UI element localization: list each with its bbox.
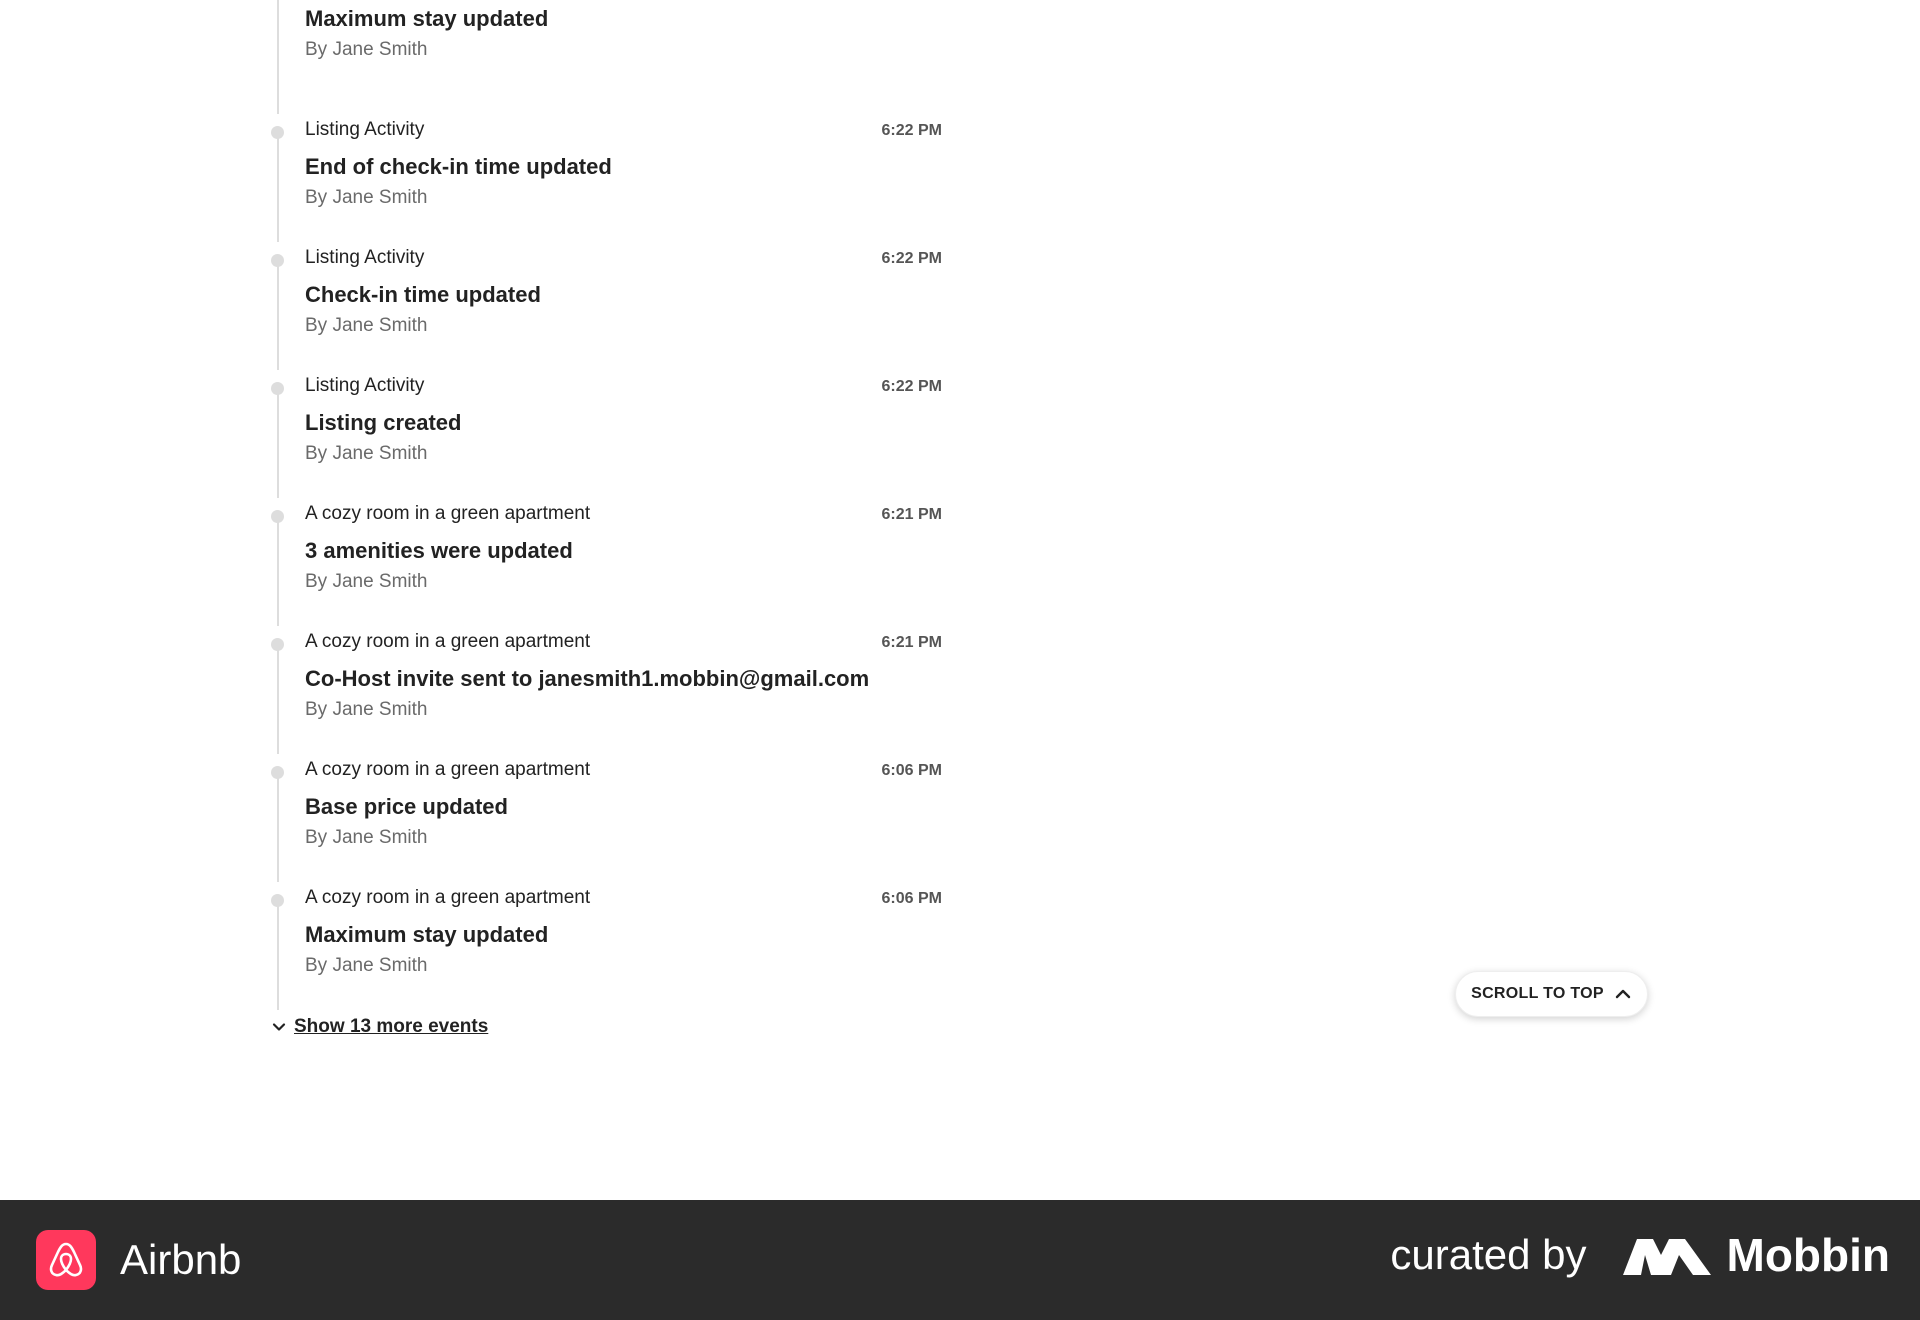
timeline-line — [277, 644, 279, 754]
timeline-dot — [271, 510, 284, 523]
event-time: 6:06 PM — [881, 890, 942, 907]
event-author: By Jane Smith — [305, 955, 428, 976]
event-title: Check-in time updated — [305, 282, 541, 307]
event-time: 6:22 PM — [881, 250, 942, 267]
curator-name: Mobbin — [1726, 1229, 1890, 1281]
scroll-to-top-label: SCROLL TO TOP — [1471, 985, 1604, 1002]
event-time: 6:22 PM — [881, 122, 942, 139]
timeline-event — [262, 0, 942, 110]
curated-by — [1390, 1228, 1890, 1282]
curated-label: curated by — [1390, 1231, 1587, 1278]
timeline-line — [277, 772, 279, 882]
event-author: By Jane Smith — [305, 443, 428, 464]
timeline-line — [277, 0, 279, 114]
timeline-dot — [271, 894, 284, 907]
timeline-line — [277, 900, 279, 1010]
timeline-event — [262, 494, 942, 622]
event-title: Maximum stay updated — [305, 922, 549, 947]
event-title: Co-Host invite sent to janesmith1.mobbin@gmail.com — [305, 666, 870, 691]
event-title: Maximum stay updated — [305, 6, 549, 31]
timeline-event — [262, 238, 942, 366]
timeline-dot — [271, 638, 284, 651]
timeline-event — [262, 366, 942, 494]
scroll-to-top-button[interactable] — [1455, 971, 1648, 1017]
event-context: Listing Activity — [305, 247, 425, 268]
event-context: A cozy room in a green apartment — [305, 631, 591, 652]
event-author: By Jane Smith — [305, 699, 428, 720]
event-title: 3 amenities were updated — [305, 538, 573, 563]
event-author: By Jane Smith — [305, 187, 428, 208]
event-author: By Jane Smith — [305, 39, 428, 60]
event-time: 6:06 PM — [881, 762, 942, 779]
timeline-dot — [271, 254, 284, 267]
event-author: By Jane Smith — [305, 571, 428, 592]
airbnb-logo-icon — [36, 1230, 96, 1290]
timeline-line — [277, 516, 279, 626]
brand-name: Airbnb — [120, 1236, 242, 1283]
event-context: A cozy room in a green apartment — [305, 503, 591, 524]
timeline-dot — [271, 126, 284, 139]
timeline-dot — [271, 766, 284, 779]
event-title: End of check-in time updated — [305, 154, 612, 179]
event-author: By Jane Smith — [305, 315, 428, 336]
event-context: A cozy room in a green apartment — [305, 887, 591, 908]
chevron-down-icon — [272, 1020, 286, 1034]
timeline-event — [262, 750, 942, 878]
timeline-line — [277, 260, 279, 370]
show-more-events-button[interactable] — [272, 1016, 488, 1038]
event-context: Listing Activity — [305, 119, 425, 140]
timeline-dot — [271, 382, 284, 395]
timeline-line — [277, 388, 279, 498]
brand — [36, 1230, 241, 1290]
show-more-label: Show 13 more events — [294, 1016, 489, 1037]
event-time: 6:22 PM — [881, 378, 942, 395]
event-context: Listing Activity — [305, 375, 425, 396]
timeline-line — [277, 132, 279, 242]
timeline-event — [262, 110, 942, 238]
event-context: A cozy room in a green apartment — [305, 759, 591, 780]
event-author: By Jane Smith — [305, 827, 428, 848]
event-time: 6:21 PM — [881, 634, 942, 651]
footer-bar — [0, 1200, 1920, 1320]
activity-timeline — [262, 0, 942, 1006]
mobbin-brand — [1623, 1228, 1891, 1282]
chevron-up-icon — [1614, 985, 1632, 1003]
event-title: Base price updated — [305, 794, 508, 819]
event-title: Listing created — [305, 410, 462, 435]
timeline-event — [262, 622, 942, 750]
timeline-event — [262, 878, 942, 1006]
event-time: 6:21 PM — [881, 506, 942, 523]
mobbin-logo-icon — [1623, 1235, 1711, 1275]
